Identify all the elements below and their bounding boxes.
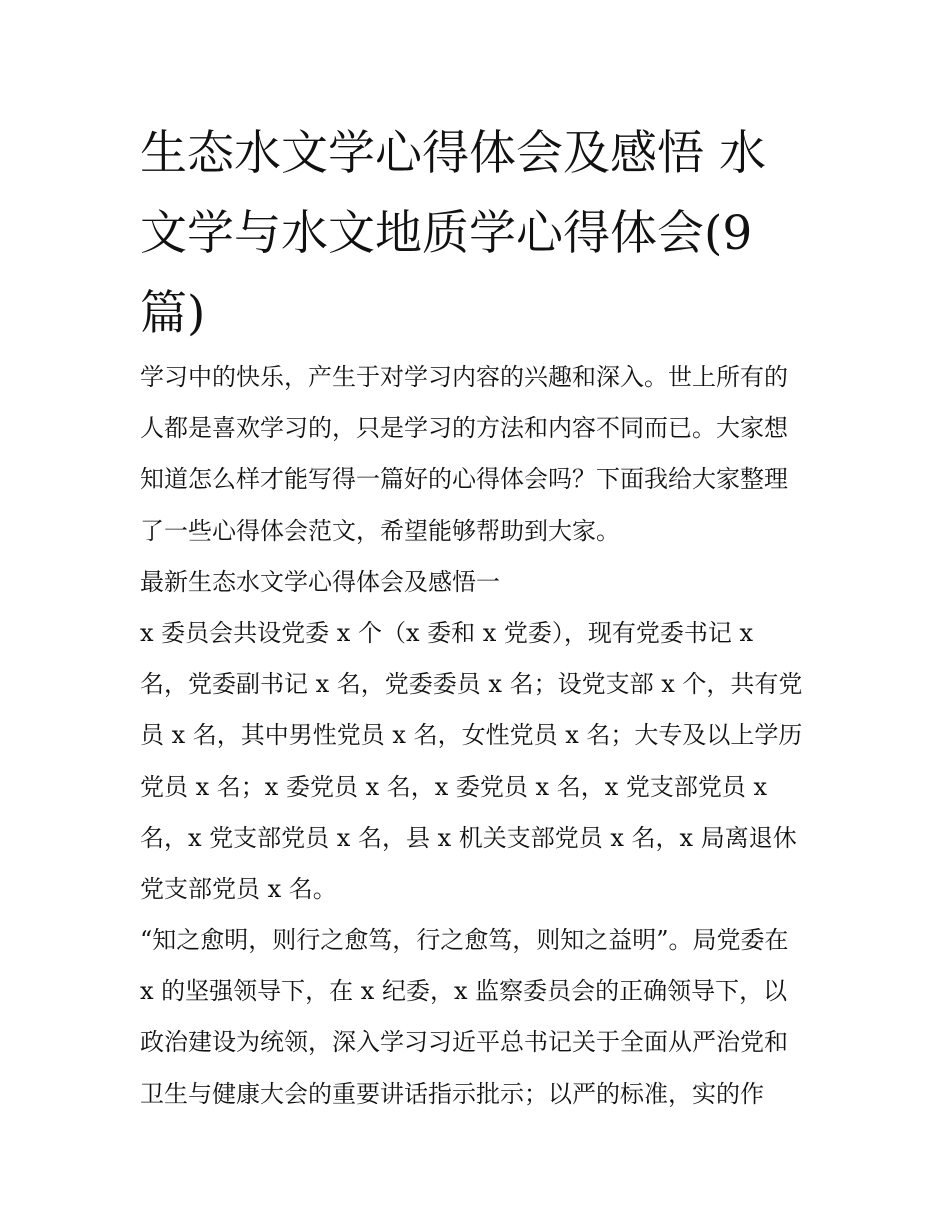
body-line: 了一些心得体会范文，希望能够帮助到大家。 [140, 516, 620, 545]
body-line: 党支部党员 x 名。 [140, 874, 337, 903]
body-line: 学习中的快乐，产生于对学习内容的兴趣和深入。世上所有的 [140, 363, 788, 391]
body-line: 知道怎么样才能写得一篇好的心得体会吗？下面我给大家整理 [140, 465, 788, 494]
section-heading: 最新生态水文学心得体会及感悟一 [140, 567, 500, 596]
body-line: 人都是喜欢学习的，只是学习的方法和内容不同而已。大家想 [140, 414, 788, 443]
document-body [140, 352, 816, 1120]
body-line: 党员 x 名；x 委党员 x 名，x 委党员 x 名，x 党支部党员 x [140, 772, 768, 801]
body-line: 卫生与健康大会的重要讲话指示批示；以严的标准，实的作 [140, 1079, 764, 1108]
body-line: 名，党委副书记 x 名，党委委员 x 名；设党支部 x 个，共有党 [140, 670, 803, 699]
title-line: 生态水文学心得体会及感悟 水 [140, 126, 766, 181]
body-line: 政治建设为统领，深入学习习近平总书记关于全面从严治党和 [140, 1028, 788, 1057]
title-line: 文学与水文地质学心得体会(9 [140, 206, 753, 261]
body-line: 名，x 党支部党员 x 名，县 x 机关支部党员 x 名，x 局离退休 [140, 823, 797, 852]
body-line: x 委员会共设党委 x 个（x 委和 x 党委），现有党委书记 x [140, 618, 754, 647]
body-line: “知之愈明，则行之愈笃，行之愈笃，则知之益明”。局党委在 [140, 926, 789, 955]
document-title [140, 114, 820, 354]
body-line: x 的坚强领导下，在 x 纪委，x 监察委员会的正确领导下，以 [140, 977, 788, 1006]
title-line: 篇) [140, 286, 206, 341]
body-line: 员 x 名，其中男性党员 x 名，女性党员 x 名；大专及以上学历 [140, 721, 803, 750]
